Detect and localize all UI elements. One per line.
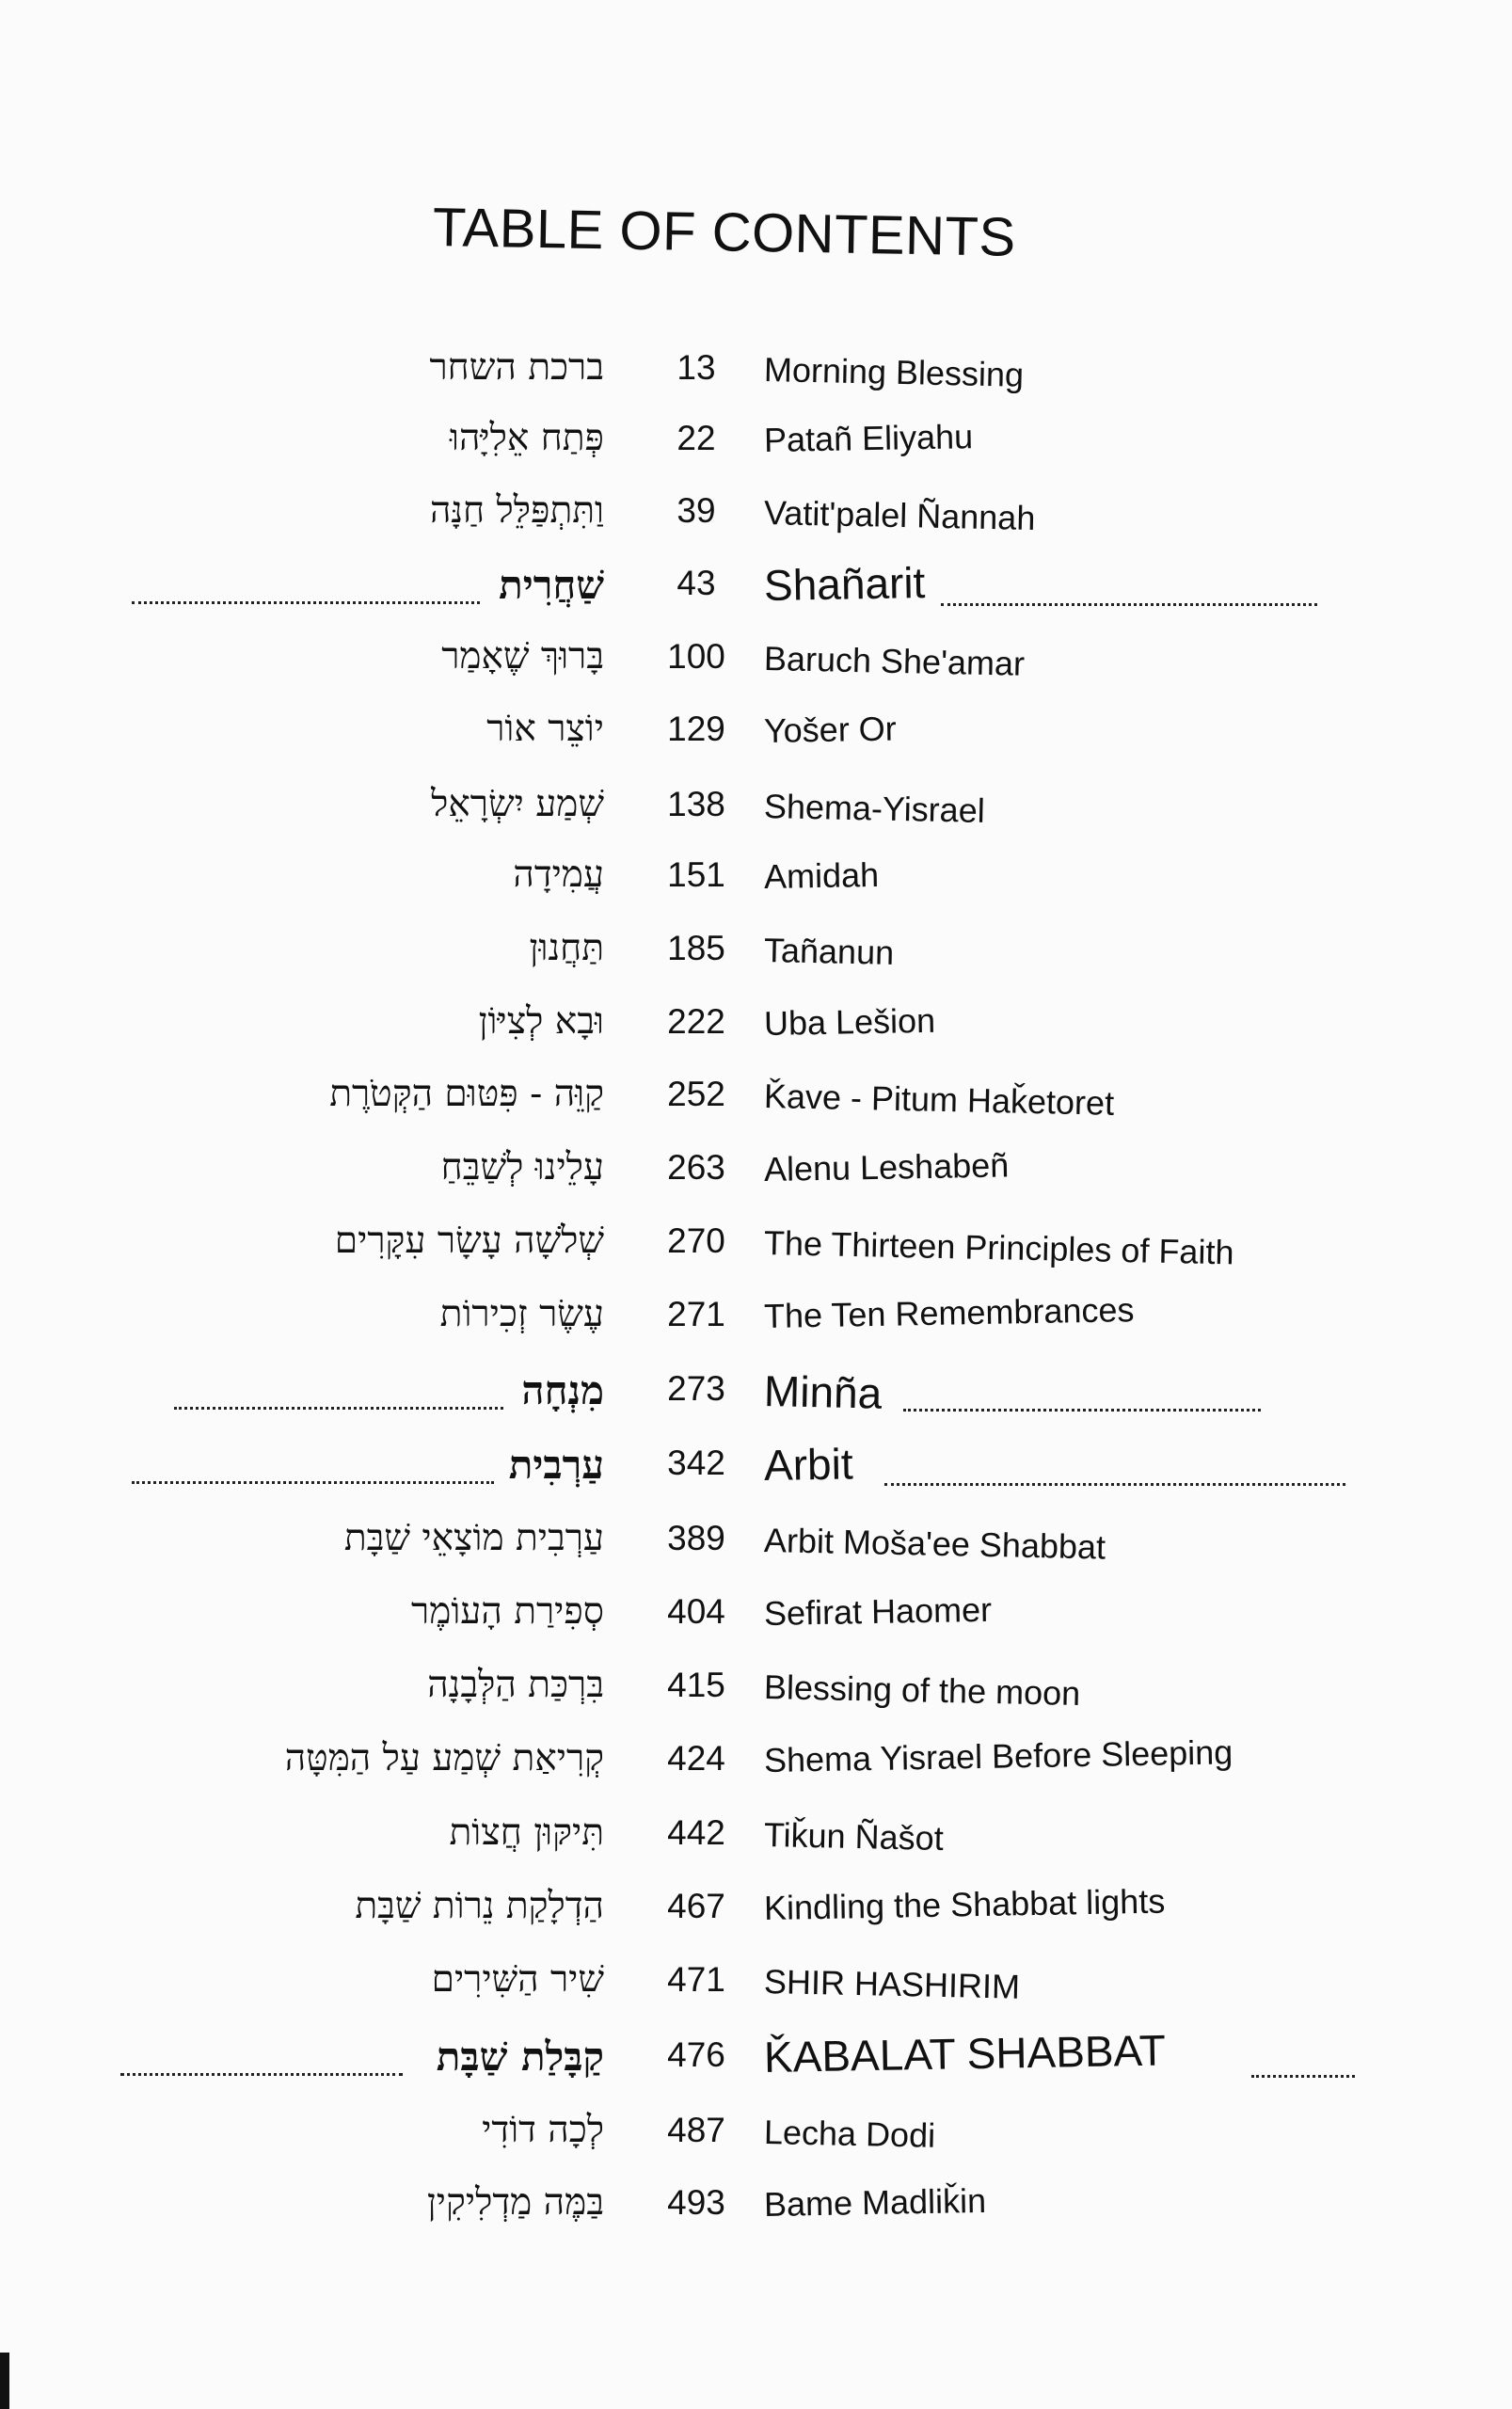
toc-hebrew-title: שְׁמַע יִשְׂרָאֵל — [431, 783, 604, 825]
toc-english-title: Tañanun — [763, 931, 895, 972]
toc-page-number: 487 — [667, 2111, 725, 2149]
toc-row — [0, 1290, 1512, 1349]
toc-row — [0, 417, 1512, 473]
toc-page-number: 342 — [667, 1444, 725, 1482]
toc-row — [0, 489, 1512, 546]
toc-row — [0, 783, 1512, 839]
toc-row — [0, 1000, 1512, 1057]
toc-page-number: 442 — [667, 1813, 725, 1852]
toc-hebrew-title: לְכָה דוֹדִי — [482, 2109, 604, 2151]
toc-english-title: Lecha Dodi — [763, 2113, 936, 2155]
toc-english-title: Bame Madliǩin — [763, 2180, 987, 2224]
toc-hebrew-title: שִׁיר הַשִּׁירִים — [431, 1958, 604, 2001]
toc-row — [0, 1220, 1512, 1276]
toc-english-title: Amidah — [763, 854, 880, 896]
toc-hebrew-title: סְפִירַת הָעוֹמֶר — [411, 1590, 604, 1633]
toc-page-number: 43 — [676, 564, 716, 602]
dotted-leader — [174, 1407, 503, 1410]
toc-page-number: 252 — [667, 1075, 725, 1113]
toc-page-number: 476 — [667, 2035, 725, 2074]
toc-english-title: Shema-Yisrael — [763, 787, 986, 830]
toc-english-title: Ǩave - Pitum Haǩetoret — [763, 1077, 1115, 1123]
toc-english-title: Shañarit — [763, 558, 926, 610]
toc-hebrew-title: עָלֵינוּ לְשַׁבֵּחַ — [440, 1146, 604, 1189]
toc-hebrew-title: וַתִּתְפַּלֵּל חַנָּה — [429, 489, 604, 532]
toc-hebrew-title: שְׁלֹשָׁה עָשָׂר עִקָּרִים — [334, 1220, 604, 1262]
toc-hebrew-title: פְּתַח אֵלִיָּהוּ — [450, 417, 604, 459]
toc-english-title: Sefirat Haomer — [763, 1589, 993, 1633]
toc-hebrew-title: מִנְחָה — [521, 1367, 604, 1413]
toc-english-title: The Ten Remembrances — [763, 1290, 1135, 1335]
toc-row — [0, 558, 1512, 618]
toc-page-number: 39 — [676, 491, 716, 530]
toc-row — [0, 1517, 1512, 1573]
page-title: TABLE OF CONTENTS — [432, 197, 1017, 268]
toc-page-number: 415 — [667, 1666, 725, 1704]
toc-hebrew-title: בָּרוּךְ שֶׁאָמַר — [441, 635, 604, 678]
dotted-leader — [903, 1409, 1261, 1412]
toc-hebrew-title: בִּרְכַּת הַלְּבָנָה — [427, 1664, 604, 1706]
toc-hebrew-title: עַרְבִית מוֹצָאֵי שַׁבָּת — [343, 1517, 604, 1559]
toc-english-title: Alenu Leshabeñ — [763, 1145, 1010, 1189]
toc-page-number: 404 — [667, 1592, 725, 1631]
toc-hebrew-title: הַדְלָקַת נֵרוֹת שַׁבָּת — [355, 1885, 604, 1927]
toc-page-number: 100 — [667, 637, 725, 676]
toc-english-title: Tiǩun Ñašot — [763, 1815, 945, 1858]
toc-hebrew-title: קַוֵּה - פִּטּוּם הַקְּטֹרֶת — [329, 1073, 604, 1115]
toc-hebrew-title: וּבָא לְצִיּוֹן — [478, 1000, 604, 1043]
toc-row — [0, 2181, 1512, 2238]
toc-page-number: 138 — [667, 785, 725, 823]
toc-row — [0, 708, 1512, 764]
toc-page-number: 13 — [676, 348, 716, 387]
toc-hebrew-title: קַבָּלַת שַׁבָּת — [436, 2034, 604, 2080]
toc-english-title: Blessing of the moon — [763, 1667, 1081, 1714]
dotted-leader — [132, 1481, 494, 1484]
toc-page-number: 151 — [667, 855, 725, 894]
toc-page-number: 185 — [667, 929, 725, 967]
toc-english-title: SHIR HASHIRIM — [763, 1962, 1021, 2006]
toc-hebrew-title: קְרִיאַת שְׁמַע עַל הַמִּטָּה — [284, 1737, 604, 1779]
toc-hebrew-title: עַרְבִית — [508, 1442, 604, 1488]
toc-english-title: Minña — [763, 1366, 883, 1418]
toc-hebrew-title: עֶשֶׂר זְכִירוֹת — [439, 1293, 604, 1335]
toc-page-number: 22 — [676, 419, 716, 457]
toc-english-title: The Thirteen Principles of Faith — [763, 1223, 1234, 1272]
toc-row — [0, 2109, 1512, 2165]
toc-hebrew-title: שַׁחֲרִית — [499, 562, 604, 608]
toc-page-number: 493 — [667, 2183, 725, 2222]
scan-edge-mark — [0, 2353, 9, 2409]
toc-row — [0, 1732, 1512, 1794]
toc-hebrew-title: יוֹצֵר אוֹר — [486, 708, 604, 750]
toc-page-number: 389 — [667, 1519, 725, 1557]
dotted-leader — [1251, 2075, 1355, 2078]
toc-hebrew-title: בַּמֶּה מַדְלִיקִין — [426, 2181, 604, 2224]
toc-hebrew-title: עֲמִידָה — [513, 854, 604, 896]
toc-english-title: Morning Blessing — [763, 350, 1025, 394]
toc-row — [0, 1881, 1512, 1941]
toc-page-number: 271 — [667, 1295, 725, 1333]
toc-row — [0, 1958, 1512, 2015]
toc-english-title: Arbit — [763, 1439, 854, 1490]
toc-page-number: 263 — [667, 1148, 725, 1187]
toc-english-title: Shema Yisrael Before Sleeping — [763, 1732, 1233, 1779]
toc-row — [0, 346, 1512, 403]
toc-row — [0, 635, 1512, 692]
toc-page-number: 467 — [667, 1887, 725, 1925]
toc-hebrew-title: תִּיקּוּן חֲצוֹת — [449, 1811, 604, 1854]
toc-page-number: 270 — [667, 1221, 725, 1260]
toc-row — [0, 1073, 1512, 1129]
toc-page-number: 424 — [667, 1739, 725, 1778]
toc-row — [0, 927, 1512, 983]
toc-english-title: ǨABALAT SHABBAT — [763, 2025, 1167, 2082]
toc-english-title: Arbit Moša'ee Shabbat — [763, 1521, 1106, 1567]
toc-row — [0, 1664, 1512, 1720]
toc-row — [0, 1811, 1512, 1868]
toc-english-title: Vatit'palel Ñannah — [763, 493, 1036, 538]
dotted-leader — [884, 1483, 1345, 1486]
toc-row — [0, 1367, 1512, 1424]
toc-row — [0, 1146, 1512, 1203]
toc-page-number: 129 — [667, 710, 725, 748]
toc-row — [0, 2025, 1512, 2090]
toc-page-number: 471 — [667, 1960, 725, 1999]
toc-row — [0, 854, 1512, 910]
toc-row — [0, 1590, 1512, 1647]
toc-english-title: Yošer Or — [763, 709, 898, 750]
toc-row — [0, 1439, 1512, 1498]
toc-hebrew-title: תַּחֲנוּן — [529, 927, 604, 969]
toc-english-title: Uba Lešion — [763, 1000, 936, 1043]
toc-page-number: 273 — [667, 1369, 725, 1408]
toc-page-number: 222 — [667, 1002, 725, 1041]
toc-english-title: Patañ Eliyahu — [763, 417, 974, 459]
toc-english-title: Kindling the Shabbat lights — [763, 1881, 1166, 1927]
dotted-leader — [132, 601, 480, 604]
dotted-leader — [120, 2073, 403, 2076]
toc-hebrew-title: ברכת השחר — [429, 346, 604, 389]
toc-english-title: Baruch She'amar — [763, 639, 1026, 683]
dotted-leader — [941, 603, 1317, 606]
